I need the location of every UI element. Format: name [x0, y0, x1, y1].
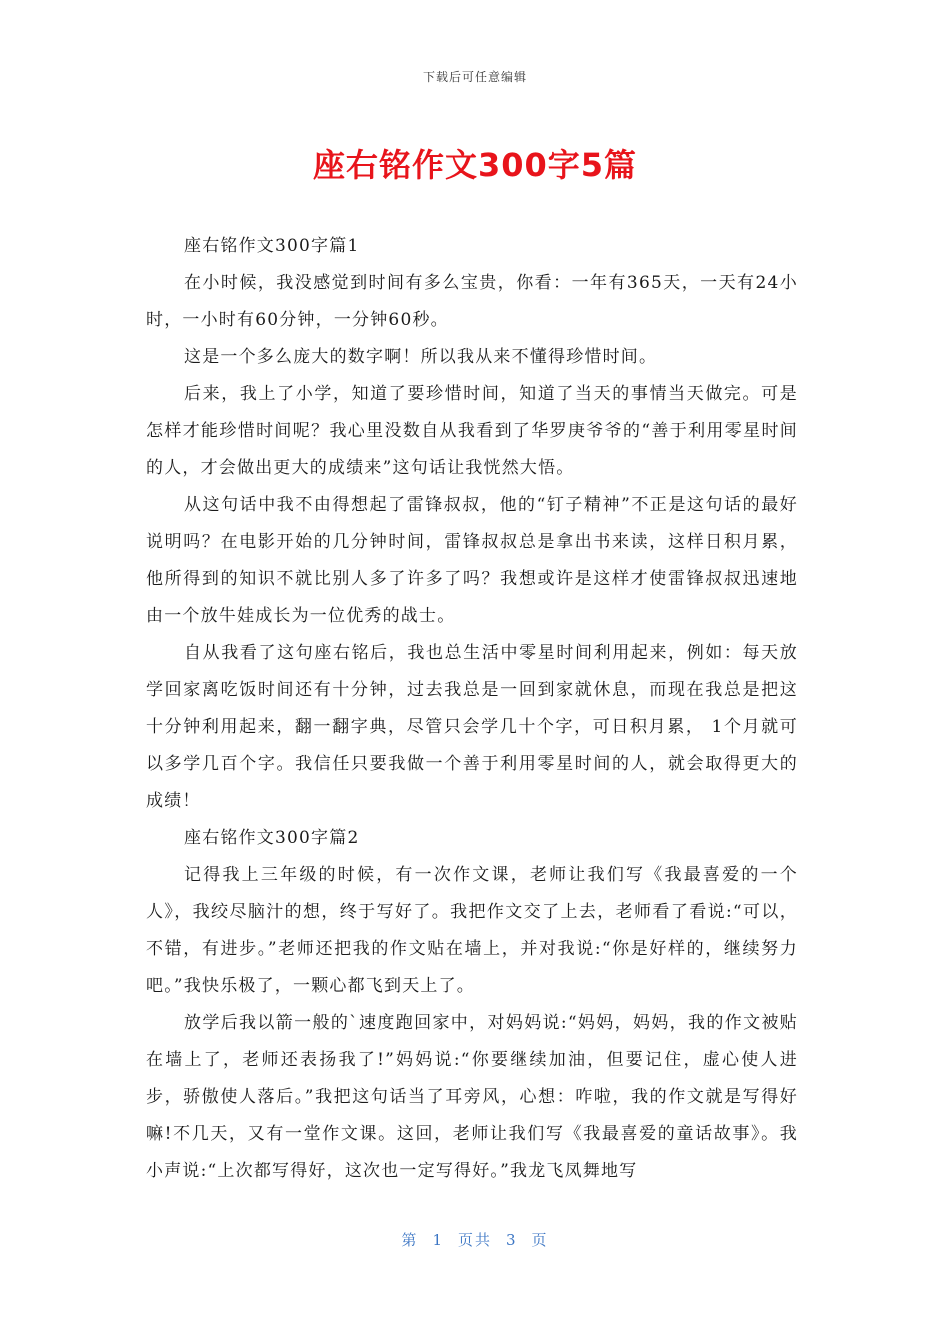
header-note: 下载后可任意编辑 [422, 70, 527, 84]
footer-suffix: 页 [531, 1231, 549, 1249]
paragraph: 在小时候，我没感觉到时间有多么宝贵，你看：一年有365天，一天有24小时，一小时有60分钟，一分钟60秒。 [146, 273, 798, 330]
footer-total-pages: 3 [506, 1231, 518, 1249]
paragraph: 放学后我以箭一般的`速度跑回家中，对妈妈说:“妈妈，妈妈，我的作文被贴在墙上了，老师还表扬我了!”妈妈说:“你要继续加油，但要记住，虚心使人进步，骄傲使人落后。”我把这句话当了耳旁风，心想：咋啦，我的作文就是写得好嘛!不几天，又有一堂作文课。这回，老师让我们写《我最喜爱的童话故事》。我小声说:“上次都写得好，这次也一定写得好。”我龙飞凤舞地写 [146, 1013, 798, 1181]
paragraph: 从这句话中我不由得想起了雷锋叔叔，他的“钉子精神”不正是这句话的最好说明吗？在电影开始的几分钟时间，雷锋叔叔总是拿出书来读，这样日积月累，他所得到的知识不就比别人多了许多了吗？我想或许是这样才使雷锋叔叔迅速地由一个放牛娃成长为一位优秀的战士。 [146, 495, 798, 626]
footer-prefix: 第 [401, 1231, 419, 1249]
paragraph: 这是一个多么庞大的数字啊！所以我从来不懂得珍惜时间。 [184, 347, 658, 367]
document-body [146, 228, 798, 1190]
section-heading-2: 座右铭作文300字篇2 [184, 828, 360, 848]
section-heading-1: 座右铭作文300字篇1 [184, 236, 360, 256]
paragraph: 后来，我上了小学，知道了要珍惜时间，知道了当天的事情当天做完。可是怎样才能珍惜时间呢？我心里没数自从我看到了华罗庚爷爷的“善于利用零星时间的人，才会做出更大的成绩来”这句话让我恍然大悟。 [146, 384, 798, 478]
page-footer [0, 1229, 950, 1250]
footer-middle: 页共 [457, 1231, 492, 1249]
paragraph: 自从我看了这句座右铭后，我也总生活中零星时间利用起来，例如：每天放学回家离吃饭时间还有十分钟，过去我总是一回到家就休息，而现在我总是把这十分钟利用起来，翻一翻字典，尽管只会学几十个字，可日积月累， 1个月就可以多学几百个字。我信任只要我做一个善于利用零星时间的人，就会取得更大的成绩！ [146, 643, 798, 811]
document-title: 座右铭作文300字5篇 [312, 146, 638, 184]
paragraph: 记得我上三年级的时候，有一次作文课，老师让我们写《我最喜爱的一个人》，我绞尽脑汁的想，终于写好了。我把作文交了上去，老师看了看说:“可以，不错，有进步。”老师还把我的作文贴在墙上，并对我说:“你是好样的，继续努力吧。”我快乐极了，一颗心都飞到天上了。 [146, 865, 798, 996]
footer-page-number: 1 [432, 1231, 444, 1249]
